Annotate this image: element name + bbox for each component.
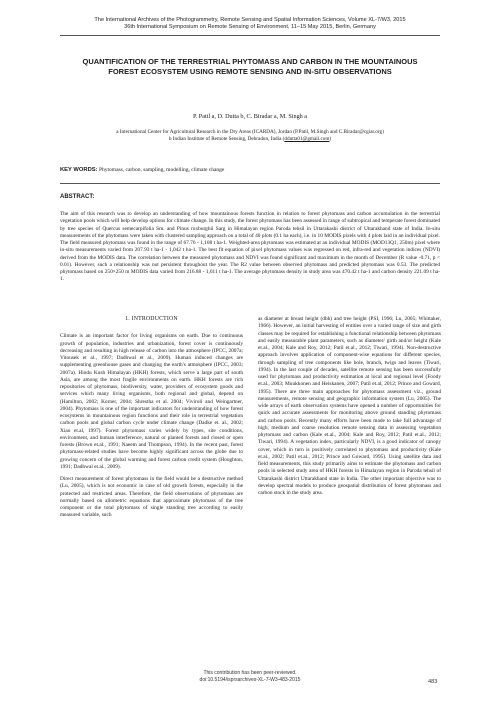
header-rule (60, 35, 440, 36)
header-line-symposium: 36th International Symposium on Remote Sensing of Environment, 11–15 May 2015, Berlin, Germany (124, 24, 376, 30)
section-heading-introduction: 1. INTRODUCTION (125, 316, 178, 322)
affiliation-b-text: b Indian Institute of Remote Sensing, Dehradun, India ( (168, 136, 285, 142)
author-list: P. Patil a, D. Dutta b, C. Biradar a, M. Singh a (192, 113, 308, 120)
affiliations (0, 129, 500, 143)
affiliation-a: a International Center for Agricultural Research in the Dry Areas (ICARDA), Jordan (P.Patil, M.Singh and C.Biradar@cgiar.org) (116, 129, 384, 135)
intro-paragraph-3: as diameter at breast height (dbh) and tree height (PSI, 1996; Lu, 2005; Whittaker, 1966). However, an initial harvesting of entities over a varied range of size and girth classes may be required for establishing a functional relationship between phytomass and easily measurable plant parameters, such as diameter/ girth and/or height (Kale et.al., 2004; Kale and Roy, 2012; Patil et.al., 2012; Tiwari, 1994). Non-destructive approach involves application of component-wise equations for different species, through sampling of tree components like bole, branch, twigs and leaves (Tiwari, 1994). In the last couple of decades, satellite remote sensing has been successfully used for phytomass and productivity estimation at local and regional level (Foody et.al., 2003; Muukkonen and Heiskanen, 2007; Patil et.al, 2012; Prince and Goward, 1995). There are three main approaches for phytomass assessment viz., ground measurements, remote sensing and geographic information system (Lu, 2005). The wide arrays of earth observation systems have opened a number of opportunities for quick and accurate assessments for monitoring above ground standing phytomass and carbon pools. Recently many efforts have been made to take full advantage of high, medium and coarse resolution remote sensing data in assessing vegetation phytomass and carbon (Kale et.al., 2004; Kale and Roy, 2012; Patil et.al., 2012; Tiwari, 1994). A vegetation index, particularly NDVI, is a good indicator of canopy cover, which in turn is positively correlated to phytomass and productivity (Kale et.al., 2002; Patil et.al., 2012; Prince and Goward, 1995). Using satellite data and field measurements, this study primarily aims to estimate the phytomass and carbon pools in selected study area of HKH forests in Himalayan region in Paroda tehsil of Uttarakashi district Uttarakhand state in India. The other important objective was to develop spectral models to produce geospatial distribution of forest phytomass and carbon stock in the study area. (258, 316, 441, 496)
running-header (0, 17, 500, 31)
intro-paragraph-1: Climate is an important factor for living organisms on earth. Due to continuous growth of population, industries and urbanization, forest cover is continuously decreasing and resulting in high release of carbon into the atmosphere (IPCC, 2007a; Vitousek et al., 1997; Dadhwal et al., 2009). Human induced changes are supplementing greenhouse gases and changing the earth's atmosphere (IPCC, 2003; 2007a). Hindu Kush Himalayan (HKH) forests, which serve a large part of south Asia, are among the most fragile environments on earth. HKH forests are rich repositories of phytomass, biodiversity, water, providers of ecosystem goods and services which many living organisms, both regional and global, depend on (Hamilton, 2002; Korner, 2004; Shrestha et al. 2004; Viviroli and Weingartner, 2004). Phytomass is one of the important indicators for understanding of how forest ecosystems in mountainous region functions and their role in terrestrial vegetation carbon pools and global carbon cycle under climate change (Dadke et. al., 2002; Xiao et.al, 1997). Forest phytomass varies widely by types, site conditions, environment, and human interference, natural or planted forests and closed or open forests (Brown et.al., 1991; Naeem and Thompson, 1994). In the recent past, forest phytomass-related studies have become highly significant across the globe due to growing concern of the global warming and forest carbon credit system (Houghton, 1991; Dadhwal et.al., 2009). (60, 333, 243, 470)
abstract-text: The aim of this research was to develop an understanding of how mountainous forests function in relation to forest phytomass and carbon accumulation in the terrestrial vegetation pools which will help develop options for climate change. In this study, the forest phytomass has been assessed in range of subtropical and temperate forest dominated by tree species of Quercus semecarpifolia Sm. and Pinus roxburghii Sarg in Himalayan region Paroda tehsil in Uttarakashi district of Uttarakhand state of India. In-situ measurements of the phytomass were taken with clustered sampling approach on a total of 40 plots (0.1 ha each), i.e. in 10 MODIS pixels with 4 plots laid in an individual pixel. The field measured phytomass was found in the range of 67.76 - 1,108 t ha-1. Weighted-area phytomass was estimated at an individual MODIS (MOD13Q1, 250m) pixel where in-situ measurements varied from 207.93 t ha-1 - 1,042 t ha-1. The best fit equation of pixel phytomass values was regressed on red, infra-red and vegetation indices (NDVI) derived from the MODIS data. The correlation between the measured phytomass and NDVI was found significant and maximum in the month of December (R value -0.71, p < 0.01). However, such a relationship was not persistent throughout the year. The R2 value between observed phytomass and predicted phytomass was 0.53. The predicted phytomass based on 250×250 m MODIS data varied from 216.88 - 1,011 t ha-1. The average phytomass density in study area was 470.42 t ha-1 and carbon density 221.09 t ha-1. (60, 211, 440, 283)
paper-title: QUANTIFICATION OF THE TERRESTRIAL PHYTOMASS AND CARBON IN THE MOUNTAINOUS FOREST ECOSYSTEM USING REMOTE SENSING AND IN-SITU OBSERVATIONS (82, 57, 418, 76)
abstract-heading: ABSTRACT: (60, 194, 95, 200)
keywords-line (60, 167, 440, 174)
left-column (60, 316, 243, 525)
keywords-text: Phytomass, carbon, sampling, modelling, climate change (98, 167, 225, 173)
intro-paragraph-2: Direct measurement of forest phytomass in the field would be a destructive method (Lu, 2005), which is not economic in case of old growth forests, especially in the protected and restricted areas. Therefore, the field observations of phytomass are normally based on allometric equations that approximate phytomass of the tree component or the total phytomass of single standing tree according to easily measured variable, such (60, 476, 243, 519)
header-line-volume: The International Archives of the Photogrammetry, Remote Sensing and Spatial Information Sciences, Volume XL-7/W3, 2015 (94, 17, 406, 23)
right-column (258, 316, 441, 502)
footer-doi: doi:10.5194/isprsarchives-XL-7-W3-483-2015 (199, 676, 301, 683)
affiliation-b (0, 136, 500, 143)
keywords-label: KEY WORDS: (60, 167, 98, 173)
keywords-rule (60, 183, 440, 184)
affiliation-b-close: ) (329, 136, 332, 142)
footer-peer-review: This contribution has been peer-reviewed. (203, 670, 297, 676)
page-number: 483 (428, 679, 438, 685)
page-footer (0, 670, 500, 683)
author-email-link[interactable]: ddutta01@gmail.com (284, 136, 330, 142)
